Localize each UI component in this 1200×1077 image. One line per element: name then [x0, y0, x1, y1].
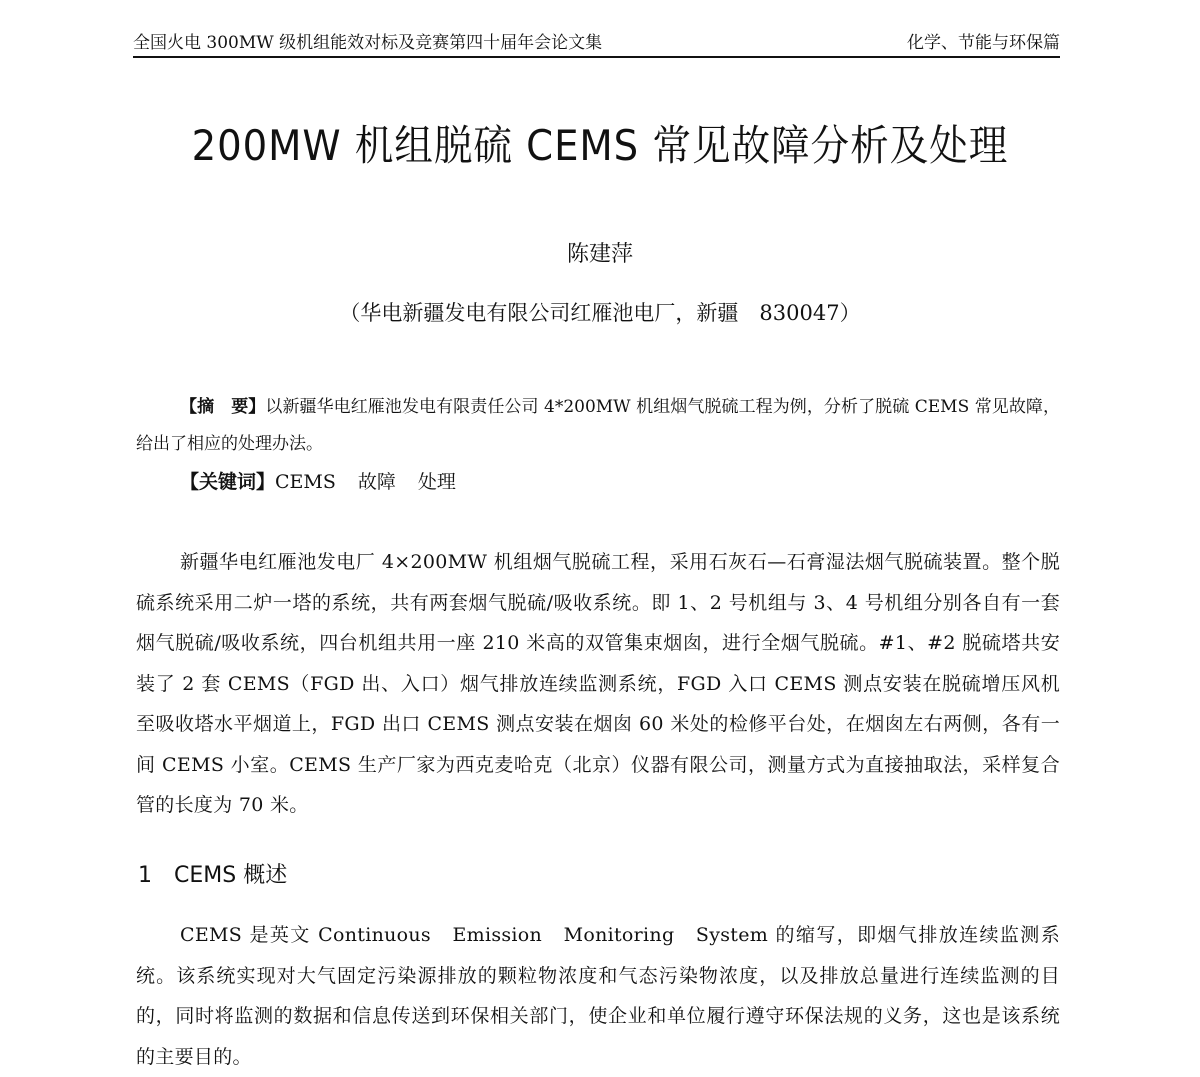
keywords [180, 466, 478, 498]
abstract-text: 以新疆华电红雁池发电有限责任公司 4*200MW 机组烟气脱硫工程为例，分析了脱硫 CEMS 常见故障，给出了相应的处理办法。 [136, 397, 1061, 454]
running-header [133, 30, 1060, 58]
intro-paragraph: 新疆华电红雁池发电厂 4×200MW 机组烟气脱硫工程，采用石灰石—石膏湿法烟气脱硫装置。整个脱硫系统采用二炉一塔的系统，共有两套烟气脱硫/吸收系统。即 1、2 号机组与 3、4 号机组分别各自有一套烟气脱硫/吸收系统，四台机组共用一座 210 米高的双管集束烟囱，进行全烟气脱硫。#1、#2 脱硫塔共安装了 2 套 CEMS（FGD 出、入口）烟气排放连续监测系统，FGD 入口 CEMS 测点安装在脱硫增压风机至吸收塔水平烟道上，FGD 出口 CEMS 测点安装在烟囱 60 米处的检修平台处，在烟囱左右两侧，各有一间 CEMS 小室。CEMS 生产厂家为西克麦哈克（北京）仪器有限公司，测量方式为直接抽取法，采样复合管的长度为 70 米。 [136, 551, 1060, 816]
running-header-right: 化学、节能与环保篇 [907, 33, 1060, 53]
keyword: CEMS [275, 471, 336, 493]
section-heading [138, 860, 287, 892]
keyword: 故障 [357, 471, 396, 493]
abstract-label: 【摘 要】 [180, 397, 266, 417]
section-paragraph: CEMS 是英文 Continuous Emission Monitoring System 的缩写，即烟气排放连续监测系统。该系统实现对大气固定污染源排放的颗粒物浓度和气态污染物浓度，以及排放总量进行连续监测的目的，同时将监测的数据和信息传送到环保相关部门，使企业和单位履行遵守环保法规的义务，这也是该系统的主要目的。 [136, 924, 1060, 1068]
author-affiliation: （华电新疆发电有限公司红雁池电厂，新疆 830047） [339, 301, 861, 325]
abstract [136, 389, 1060, 463]
running-header-left: 全国火电 300MW 级机组能效对标及竞赛第四十届年会论文集 [133, 33, 603, 53]
section-number: 1 [138, 863, 152, 888]
keyword: 处理 [417, 471, 456, 493]
section-title: CEMS 概述 [174, 863, 288, 888]
paper-title: 200MW 机组脱硫 CEMS 常见故障分析及处理 [191, 121, 1009, 170]
author-name: 陈建萍 [566, 242, 633, 267]
keywords-label: 【关键词】 [180, 471, 276, 493]
